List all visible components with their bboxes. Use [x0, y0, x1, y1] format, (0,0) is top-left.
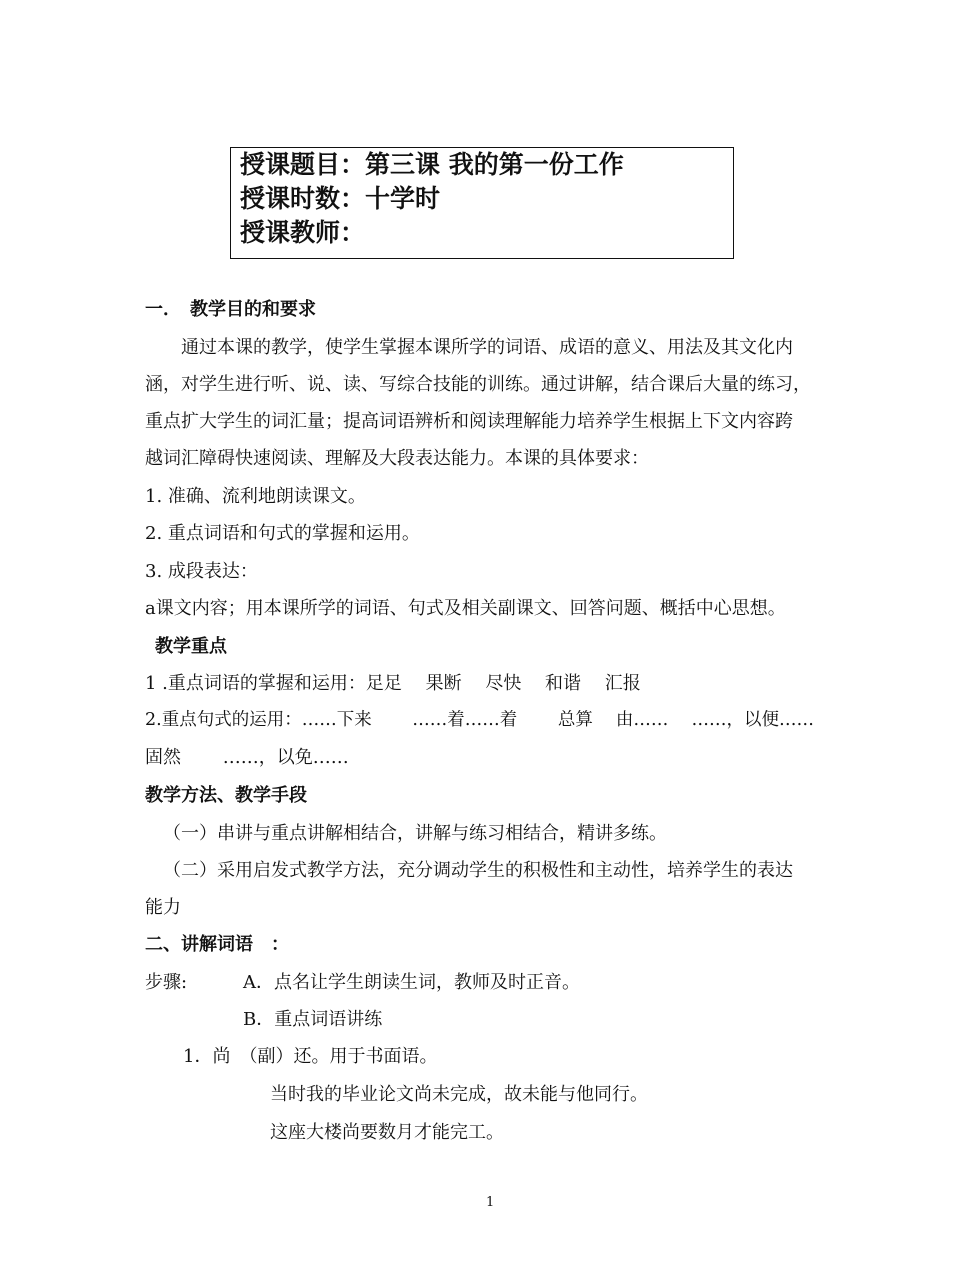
key-patterns: 2.重点句式的运用：……下来 ……着……着 总算 由…… ……，以便……	[145, 710, 814, 730]
requirement-2: 2. 重点词语和句式的掌握和运用。	[145, 523, 420, 544]
lesson-hours: 授课时数：十学时	[240, 184, 441, 213]
lesson-topic: 授课题目：第三课 我的第一份工作	[240, 150, 624, 179]
key-words: 1 .重点词语的掌握和运用：足足 果断 尽快 和谐 汇报	[145, 673, 641, 694]
methods-heading: 教学方法、教学手段	[145, 785, 307, 806]
intro-line-4: 越词汇障碍快速阅读、理解及大段表达能力。本课的具体要求：	[145, 448, 649, 469]
method-2-continued: 能力	[145, 897, 181, 918]
requirement-3: 3. 成段表达：	[145, 561, 258, 582]
method-1: （一）串讲与重点讲解相结合，讲解与练习相结合，精讲多练。	[163, 823, 667, 844]
lesson-teacher: 授课教师：	[240, 218, 366, 247]
step-b: B．重点词语讲练	[243, 1009, 383, 1030]
intro-line-2: 涵，对学生进行听、说、读、写综合技能的训练。通过讲解，结合课后大量的练习，	[145, 374, 811, 395]
section1-heading: 一． 教学目的和要求	[145, 299, 316, 320]
section2-heading: 二、讲解词语 ：	[145, 934, 289, 955]
method-2: （二）采用启发式教学方法，充分调动学生的积极性和主动性，培养学生的表达	[163, 860, 793, 881]
intro-line-1: 通过本课的教学，使学生掌握本课所学的词语、成语的意义、用法及其文化内	[181, 337, 793, 358]
key-points-heading: 教学重点	[155, 636, 227, 657]
example-sentence-1: 当时我的毕业论文尚未完成，故未能与他同行。	[270, 1084, 648, 1105]
steps-label: 步骤:	[145, 972, 188, 993]
intro-line-3: 重点扩大学生的词汇量；提高词语辨析和阅读理解能力培养学生根据上下文内容跨	[145, 411, 793, 432]
requirement-1: 1. 准确、流利地朗读课文。	[145, 486, 366, 507]
example-sentence-2: 这座大楼尚要数月才能完工。	[270, 1122, 504, 1143]
page-number: 1	[486, 1195, 495, 1210]
step-a: A．点名让学生朗读生词，教师及时正音。	[243, 972, 580, 993]
requirement-3a: a课文内容；用本课所学的词语、句式及相关副课文、回答问题、概括中心思想。	[145, 598, 786, 619]
key-patterns-continued: 固然 ……，以免……	[145, 747, 349, 768]
word-entry-1: 1．尚 （副）还。用于书面语。	[183, 1046, 438, 1067]
